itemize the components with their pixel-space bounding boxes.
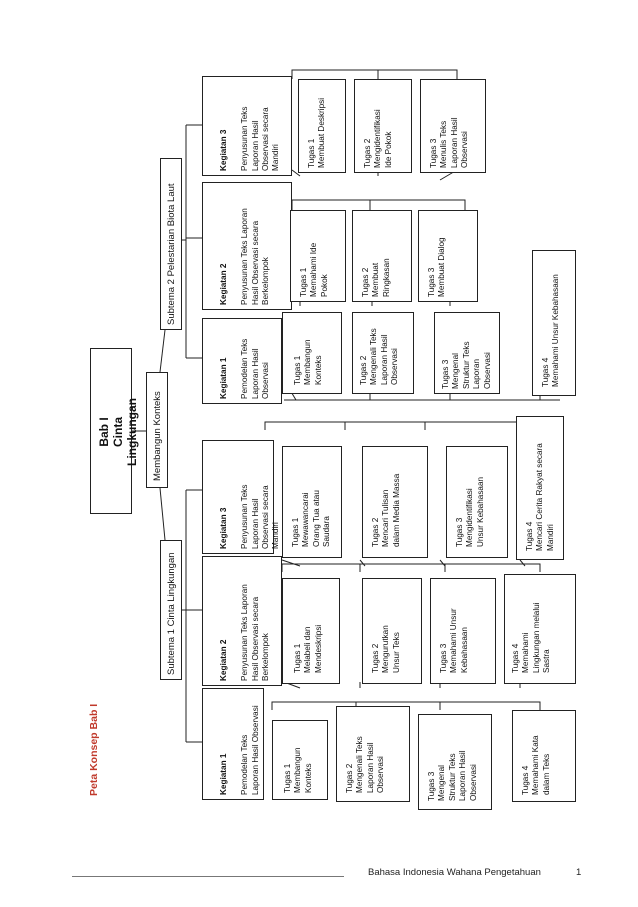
s1-k2-tugas-4-text: Tugas 4 Memahami Lingkungan melalui Sastra [511,602,552,673]
s1-k3-tugas-3-text: Tugas 3 Mengidentifikasi Unsur Kebahasaan [455,476,485,547]
s1-k2-title: Kegiatan 2 [219,639,229,681]
s1-k1-tugas-1-text: Tugas 1 Membangun Konteks [283,747,313,793]
s2-k2-title: Kegiatan 2 [219,263,229,305]
s2-k3-body: Penyusunan Teks Laporan Hasil Observasi secara Mandiri [240,106,281,171]
s1-k1-tugas-2-text: Tugas 2 Mengenali Teks Laporan Hasil Observasi [345,736,386,793]
s1-k2-tugas-2-text: Tugas 2 Mengurutkan Unsur Teks [371,625,401,673]
center-label: Membangun Konteks [152,391,163,481]
s1-k1-tugas-1 [272,720,328,800]
s2-k3-tugas-2 [354,79,412,173]
s1-k3-tugas-1-text: Tugas 1 Mewawancarai Orang Tua atau Saudara [291,490,332,547]
s1-k1-tugas-4 [512,710,576,802]
s1-k3-body: Penyusunan Teks Laporan Hasil Observasi secara Mandiri [240,484,281,549]
root-title: Bab I Cinta Lingkungan [97,398,139,466]
s2-k1-tugas-4-text: Tugas 4 Memahami Unsur Kebahasaan [541,274,561,387]
s2-kegiatan-3 [202,76,292,176]
s2-k3-tugas-3-text: Tugas 3 Menulis Teks Laporan Hasil Observasi [429,117,470,168]
s2-k2-tugas-1-text: Tugas 1 Memahami Ide Pokok [299,242,329,297]
s1-k2-tugas-3-text: Tugas 3 Memahami Unsur Kebahasaan [439,608,469,673]
s2-k1-tugas-3 [434,312,500,394]
s1-k3-tugas-2-text: Tugas 2 Mencari Tulisan dalam Media Massa [371,473,401,547]
s1-k2-tugas-1-text: Tugas 1 Melabeli dan Mendeskripsi [293,624,323,673]
s2-k3-tugas-1-text: Tugas 1 Membuat Deskripsi [307,97,327,168]
s1-k3-tugas-3 [446,446,508,558]
s1-k1-tugas-4-text: Tugas 4 Memahami Kata dalam Teks [521,735,551,795]
footer-page-number: 1 [576,867,582,878]
s1-k1-tugas-3-text: Tugas 3 Mengenal Struktur Teks Laporan Hasil Observasi [427,750,478,801]
s1-k3-tugas-2 [362,446,428,558]
s2-k3-title: Kegiatan 3 [219,129,229,171]
s1-k2-tugas-3 [430,578,496,684]
s2-kegiatan-2 [202,182,292,310]
subtema-1-label: Subtema 1 Cinta Lingkungan [166,552,177,675]
s1-k1-title: Kegiatan 1 [219,753,229,795]
concept-map-heading: Peta Konsep Bab I [88,703,100,796]
s2-k1-tugas-1-text: Tugas 1 Membangun Konteks [293,339,323,385]
s2-k1-body: Pemodelan Teks Laporan Hasil Observasi [240,338,271,399]
s1-k1-body: Pemodelan Teks Laporan Hasil Observasi [240,705,260,795]
s2-k2-tugas-2-text: Tugas 2 Membuat Ringkasan [361,258,391,297]
subtema-2-box [160,158,182,330]
s2-k1-tugas-1 [282,312,342,394]
s1-k2-tugas-4 [504,574,576,684]
s2-k1-tugas-2-text: Tugas 2 Mengenali Teks Laporan Hasil Observasi [359,328,400,385]
s2-k3-tugas-3 [420,79,486,173]
center-box-membangun-konteks [146,372,168,488]
footer-book-title: Bahasa Indonesia Wahana Pengetahuan [368,867,541,878]
s1-k1-tugas-2 [336,706,410,802]
s1-k2-body: Penyusunan Teks Laporan Hasil Observasi secara Berkelompok [240,584,271,681]
s1-k1-tugas-3 [418,714,492,810]
s1-k3-title: Kegiatan 3 [219,507,229,549]
root-box-bab-1 [90,348,139,514]
s1-kegiatan-3 [202,440,281,554]
subtema-1-box [160,540,182,680]
s2-k1-tugas-4 [532,250,576,396]
s1-k2-tugas-2 [362,578,422,684]
s2-k1-tugas-2 [352,312,414,394]
s1-k3-tugas-4-text: Tugas 4 Mencari Cerita Rakyat secara Mandiri [525,443,555,551]
s1-kegiatan-2 [202,556,282,686]
subtema-2-label: Subtema 2 Pelestarian Biota Laut [166,183,177,325]
s2-k2-tugas-2 [352,210,412,302]
s1-k3-tugas-1 [282,446,342,558]
s2-k1-tugas-3-text: Tugas 3 Mengenal Struktur Teks Laporan Observasi [441,341,492,389]
s2-k2-body: Penyusunan Teks Laporan Hasil Observasi secara Berkelompok [240,208,271,305]
s2-k2-tugas-3 [418,210,478,302]
s1-kegiatan-1 [202,688,264,800]
s2-k1-title: Kegiatan 1 [219,357,229,399]
s2-k3-tugas-2-text: Tugas 2 Mengidentifikasi Ide Pokok [363,109,393,168]
s2-k2-tugas-1 [290,210,346,302]
s2-k3-tugas-1 [298,79,346,173]
s2-k2-tugas-3-text: Tugas 3 Membuat Dialog [427,237,447,297]
s1-k3-tugas-4 [516,416,564,560]
s2-kegiatan-1 [202,318,282,404]
s1-k2-tugas-1 [282,578,340,684]
footer-rule [72,876,344,877]
